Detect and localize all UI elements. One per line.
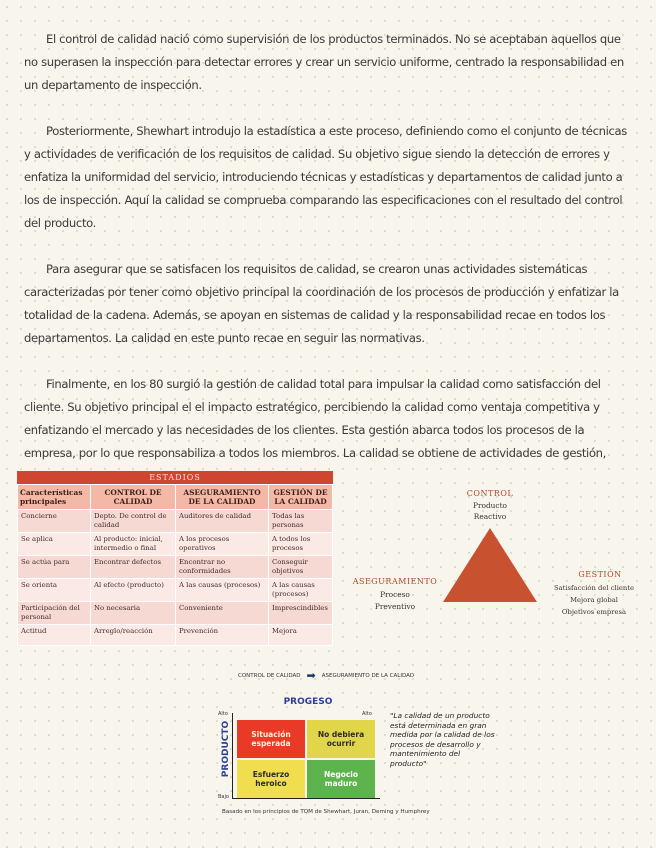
table-cell: Actitud [18, 625, 91, 646]
table-cell: No necesaria [91, 602, 176, 625]
header-control: CONTROL DE CALIDAD [91, 485, 176, 510]
header-gestion: GESTIÓN DE LA CALIDAD [269, 485, 333, 510]
pyramid-top-line: Producto [472, 501, 507, 510]
matrix-y-label: PRODUCTO [221, 720, 231, 778]
table-cell: Mejora [269, 625, 333, 646]
header-aseguramiento: ASEGURAMIENTO DE LA CALIDAD [176, 485, 269, 510]
table-row [18, 579, 333, 602]
pyramid-top-title: CONTROL [466, 489, 514, 498]
table-cell: Se aplica [18, 533, 91, 556]
table-cell: Arreglo/reacción [91, 625, 176, 646]
matrix-axis-horizontal [232, 798, 380, 799]
table-cell: A las causas (procesos) [269, 579, 333, 602]
pyramid-right-line: Mejora global [570, 596, 618, 604]
pyramid-right-line: Objetivos empresa [561, 608, 627, 616]
matrix-cell-expected: Situación esperada [237, 720, 305, 758]
paragraph-aseguramiento: Para asegurar que se satisfacen los requisitos de calidad, se crearon unas actividades sistemáticas caracterizadas por tener como objetivo principal la coordinación de los procesos de producción y enfatizar la totalidad de la cadena. Además, se apoyan en sistemas de calidad y la responsabilidad recae en todos los departamentos. La calidad en este punto recae en seguir las normativas. [24, 262, 619, 345]
stages-table [17, 471, 333, 646]
table-title: ESTADIOS [17, 471, 333, 484]
pyramid-triangle-icon [443, 528, 537, 602]
table-cell: Concierne [18, 510, 91, 533]
table-cell: A los procesos operativos [176, 533, 269, 556]
table-cell: Depto. De control de calidad [91, 510, 176, 533]
tick-top-left: Alto [218, 711, 228, 717]
table-cell: Prevención [176, 625, 269, 646]
pyramid-right-title: GESTIÓN [578, 570, 622, 579]
paragraph-control: El control de calidad nació como supervisión de los productos terminados. No se aceptaban aquellos que no superasen la inspección para detectar errores y crear un servicio uniforme, centrado la responsabilidad en un departamento de inspección. [24, 32, 624, 92]
table-cell: Se orienta [18, 579, 91, 602]
transition-to: ASEGURAMIENTO DE LA CALIDAD [321, 673, 415, 679]
tick-top-right: Alto [362, 711, 372, 717]
quality-quote: "La calidad de un producto está determinada en gran medida por la calidad de los procesos de desarrollo y mantenimiento del producto" [390, 711, 495, 768]
matrix-cell-should-not-happen: No debiera ocurrir [307, 720, 375, 758]
pyramid-right-line: Satisfacción del cliente [553, 584, 635, 592]
pyramid-left-title: ASEGURAMIENTO [352, 577, 438, 586]
table-cell: Conveniente [176, 602, 269, 625]
table-cell: Imprescindibles [269, 602, 333, 625]
table-cell: A todos los procesos [269, 533, 333, 556]
table-row [18, 533, 333, 556]
stage-transition [238, 669, 415, 682]
table-row [18, 602, 333, 625]
pyramid-top-line: Reactivo [473, 512, 507, 521]
matrix-title: PROGESO [283, 697, 333, 707]
table-row [18, 556, 333, 579]
paragraph-shewhart: Posteriormente, Shewhart introdujo la estadística a este proceso, definiendo como el conjunto de técnicas y actividades de verificación de los requisitos de calidad. Su objetivo sigue siendo la detección de errores y enfatiza la uniformidad del servicio, introduciendo técnicas y estadísticas y departamentos de calidad junto a los de inspección. Aquí la calidad se comprueba comparando las especificaciones con el resultado del control del producto. [24, 124, 627, 230]
tick-bottom: Bajo [218, 794, 229, 800]
transition-from: CONTROL DE CALIDAD [238, 673, 301, 679]
table-cell: Encontrar defectos [91, 556, 176, 579]
matrix-caption: Basado en los principios de TQM de Shewhart, Juran, Deming y Humphrey [222, 809, 430, 815]
matrix-axis-vertical [232, 713, 233, 799]
paragraph-gestion: Finalmente, en los 80 surgió la gestión de calidad total para impulsar la calidad como satisfacción del cliente. Su objetivo principal el el impacto estratégico, percibiendo la calidad como ventaja competitiva y enfatizando el mercado y las necesidades de los clientes. Esta gestión abarca todos los procesos de la empresa, por lo que responsabiliza a todos los miembros. La calidad se obtiene de actividades de gestión, [24, 377, 606, 460]
pyramid-left-line: Proceso [380, 590, 410, 599]
table-cell: Participación del personal [18, 602, 91, 625]
matrix-cell-heroic-effort: Esfuerzo heroico [237, 760, 305, 798]
arrow-right-icon: ➡ [306, 669, 316, 682]
table-cell: Al efecto (producto) [91, 579, 176, 602]
table-cell: Todas las personas [269, 510, 333, 533]
table-cell: A las causas (procesos) [176, 579, 269, 602]
table-cell: Al producto: inicial, intermedio o final [91, 533, 176, 556]
matrix-cell-mature-business: Negocio maduro [307, 760, 375, 798]
table-cell: Auditores de calidad [176, 510, 269, 533]
table-row [18, 625, 333, 646]
pyramid-left-line: Preventivo [374, 602, 416, 611]
quality-pyramid [345, 485, 645, 635]
table-row [18, 510, 333, 533]
table-cell: Conseguir objetivos [269, 556, 333, 579]
header-characteristics: Características principales [18, 485, 91, 510]
table-cell: Encontrar no conformidades [176, 556, 269, 579]
table-cell: Se actúa para [18, 556, 91, 579]
